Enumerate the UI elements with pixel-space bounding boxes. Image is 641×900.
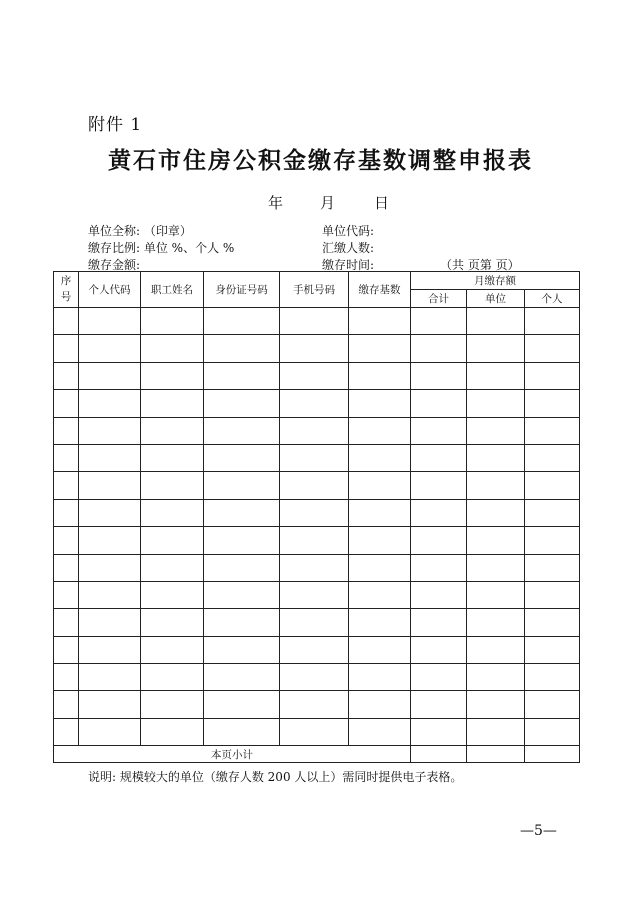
- unit-name-field: 单位全称: （印章）: [88, 224, 192, 238]
- header-id-number: 身份证号码: [204, 272, 280, 308]
- header-personal-code: 个人代码: [79, 272, 141, 308]
- table-cell[interactable]: [141, 718, 204, 745]
- table-cell[interactable]: [467, 390, 525, 417]
- date-year: 年: [268, 194, 284, 212]
- table-cell[interactable]: [280, 335, 349, 362]
- table-cell[interactable]: [411, 390, 467, 417]
- table-cell[interactable]: [525, 444, 580, 471]
- table-cell[interactable]: [54, 335, 79, 362]
- table-cell[interactable]: [411, 362, 467, 389]
- table-cell[interactable]: [349, 609, 411, 636]
- table-cell[interactable]: [54, 417, 79, 444]
- table-cell[interactable]: [204, 554, 280, 581]
- table-row: [54, 390, 580, 417]
- table-cell[interactable]: [349, 444, 411, 471]
- table-cell[interactable]: [280, 308, 349, 335]
- table-cell[interactable]: [525, 527, 580, 554]
- table-cell[interactable]: [411, 636, 467, 663]
- table-cell[interactable]: [54, 527, 79, 554]
- table-cell[interactable]: [204, 527, 280, 554]
- table-cell[interactable]: [204, 472, 280, 499]
- table-cell[interactable]: [79, 664, 141, 691]
- table-cell[interactable]: [467, 499, 525, 526]
- table-cell[interactable]: [79, 362, 141, 389]
- table-cell[interactable]: [141, 417, 204, 444]
- date-day: 日: [374, 194, 390, 212]
- table-cell[interactable]: [525, 335, 580, 362]
- contribution-amount-field: 缴存金额:: [88, 258, 141, 272]
- table-cell[interactable]: [411, 691, 467, 718]
- table-cell[interactable]: [467, 691, 525, 718]
- table-cell[interactable]: [349, 390, 411, 417]
- table-cell[interactable]: [280, 636, 349, 663]
- table-cell[interactable]: [54, 362, 79, 389]
- header-total: 合计: [411, 290, 467, 308]
- table-cell[interactable]: [79, 417, 141, 444]
- table-cell[interactable]: [411, 527, 467, 554]
- table-cell[interactable]: [204, 609, 280, 636]
- table-cell[interactable]: [280, 554, 349, 581]
- table-cell[interactable]: [525, 417, 580, 444]
- table-cell[interactable]: [280, 691, 349, 718]
- table-cell[interactable]: [349, 636, 411, 663]
- table-cell[interactable]: [141, 472, 204, 499]
- table-row: [54, 417, 580, 444]
- table-cell[interactable]: [141, 390, 204, 417]
- table-row: [54, 718, 580, 745]
- page-count-field: （共 页第 页）: [440, 258, 520, 272]
- contribution-ratio-field: 缴存比例: 单位 %、个人 %: [88, 241, 235, 255]
- table-cell[interactable]: [141, 581, 204, 608]
- table-cell[interactable]: [54, 308, 79, 335]
- table-cell[interactable]: [54, 691, 79, 718]
- subtotal-row: [54, 746, 580, 763]
- table-cell[interactable]: [280, 444, 349, 471]
- table-cell[interactable]: [54, 554, 79, 581]
- table-cell[interactable]: [141, 664, 204, 691]
- table-cell[interactable]: [525, 308, 580, 335]
- table-cell[interactable]: [204, 417, 280, 444]
- table-cell[interactable]: [411, 664, 467, 691]
- table-cell[interactable]: [141, 444, 204, 471]
- table-cell[interactable]: [204, 664, 280, 691]
- table-cell[interactable]: [280, 390, 349, 417]
- table-cell[interactable]: [141, 636, 204, 663]
- header-unit: 单位: [467, 290, 525, 308]
- table-cell[interactable]: [525, 664, 580, 691]
- header-seq: 序号: [54, 272, 79, 308]
- table-cell[interactable]: [280, 718, 349, 745]
- table-cell[interactable]: [79, 718, 141, 745]
- table-cell[interactable]: [467, 554, 525, 581]
- table-row: [54, 636, 580, 663]
- table-cell[interactable]: [467, 527, 525, 554]
- table-cell[interactable]: [349, 554, 411, 581]
- subtotal-label: 本页小计: [54, 746, 411, 763]
- subtotal-cell[interactable]: [467, 746, 525, 763]
- table-cell[interactable]: [280, 664, 349, 691]
- total-people-field: 汇缴人数:: [322, 241, 375, 255]
- subtotal-cell[interactable]: [411, 746, 467, 763]
- table-cell[interactable]: [467, 581, 525, 608]
- header-base: 缴存基数: [349, 272, 411, 308]
- header-monthly: 月缴存额: [411, 272, 580, 290]
- declaration-table: [53, 271, 580, 763]
- table-cell[interactable]: [54, 581, 79, 608]
- table-cell[interactable]: [280, 417, 349, 444]
- table-cell[interactable]: [525, 499, 580, 526]
- table-cell[interactable]: [141, 691, 204, 718]
- table-cell[interactable]: [141, 527, 204, 554]
- table-cell[interactable]: [349, 664, 411, 691]
- table-cell[interactable]: [204, 581, 280, 608]
- table-cell[interactable]: [349, 499, 411, 526]
- table-cell[interactable]: [79, 499, 141, 526]
- table-cell[interactable]: [411, 499, 467, 526]
- table-cell[interactable]: [349, 362, 411, 389]
- table-cell[interactable]: [467, 362, 525, 389]
- table-row: [54, 444, 580, 471]
- table-cell[interactable]: [204, 636, 280, 663]
- table-row: [54, 554, 580, 581]
- attachment-label: 附件 1: [88, 115, 143, 135]
- date-month: 月: [320, 194, 336, 212]
- table-row: [54, 691, 580, 718]
- table-cell[interactable]: [411, 417, 467, 444]
- table-cell[interactable]: [54, 444, 79, 471]
- table-cell[interactable]: [280, 609, 349, 636]
- table-cell[interactable]: [411, 718, 467, 745]
- table-cell[interactable]: [525, 362, 580, 389]
- table-cell[interactable]: [467, 335, 525, 362]
- table-cell[interactable]: [525, 581, 580, 608]
- table-cell[interactable]: [349, 417, 411, 444]
- table-row: [54, 581, 580, 608]
- table-cell[interactable]: [79, 390, 141, 417]
- table-cell[interactable]: [467, 718, 525, 745]
- table-cell[interactable]: [349, 527, 411, 554]
- form-title: 黄石市住房公积金缴存基数调整申报表: [108, 147, 533, 174]
- table-row: [54, 335, 580, 362]
- subtotal-cell[interactable]: [525, 746, 580, 763]
- table-cell[interactable]: [141, 335, 204, 362]
- table-cell[interactable]: [79, 636, 141, 663]
- table-cell[interactable]: [204, 444, 280, 471]
- table-cell[interactable]: [141, 554, 204, 581]
- table-cell[interactable]: [349, 335, 411, 362]
- table-cell[interactable]: [204, 362, 280, 389]
- table-cell[interactable]: [141, 362, 204, 389]
- table-cell[interactable]: [54, 499, 79, 526]
- table-cell[interactable]: [54, 636, 79, 663]
- table-cell[interactable]: [525, 472, 580, 499]
- table-cell[interactable]: [411, 335, 467, 362]
- table-cell[interactable]: [349, 472, 411, 499]
- footnote: 说明: 规模较大的单位（缴存人数 200 人以上）需同时提供电子表格。: [88, 770, 463, 784]
- table-cell[interactable]: [79, 527, 141, 554]
- contribution-time-field: 缴存时间:: [322, 258, 375, 272]
- table-cell[interactable]: [467, 444, 525, 471]
- table-cell[interactable]: [467, 472, 525, 499]
- table-cell[interactable]: [79, 444, 141, 471]
- unit-code-field: 单位代码:: [322, 224, 375, 238]
- table-cell[interactable]: [467, 636, 525, 663]
- table-cell[interactable]: [411, 308, 467, 335]
- table-cell[interactable]: [525, 691, 580, 718]
- table-cell[interactable]: [411, 554, 467, 581]
- table-cell[interactable]: [525, 390, 580, 417]
- table-cell[interactable]: [280, 362, 349, 389]
- table-cell[interactable]: [79, 554, 141, 581]
- table-row: [54, 499, 580, 526]
- table-cell[interactable]: [467, 417, 525, 444]
- table-cell[interactable]: [141, 308, 204, 335]
- header-name: 职工姓名: [141, 272, 204, 308]
- table-row: [54, 609, 580, 636]
- table-cell[interactable]: [204, 390, 280, 417]
- table-cell[interactable]: [525, 609, 580, 636]
- table-row: [54, 308, 580, 335]
- table-cell[interactable]: [79, 691, 141, 718]
- table-cell[interactable]: [79, 609, 141, 636]
- table-row: [54, 362, 580, 389]
- table-cell[interactable]: [280, 581, 349, 608]
- table-row: [54, 472, 580, 499]
- table-cell[interactable]: [349, 691, 411, 718]
- table-cell[interactable]: [411, 609, 467, 636]
- table-cell[interactable]: [467, 664, 525, 691]
- table-cell[interactable]: [204, 499, 280, 526]
- table-cell[interactable]: [204, 335, 280, 362]
- table-cell[interactable]: [525, 636, 580, 663]
- table-cell[interactable]: [141, 609, 204, 636]
- table-cell[interactable]: [141, 499, 204, 526]
- table-cell[interactable]: [525, 554, 580, 581]
- table-cell[interactable]: [467, 609, 525, 636]
- table-cell[interactable]: [525, 718, 580, 745]
- table-cell[interactable]: [349, 581, 411, 608]
- table-cell[interactable]: [54, 390, 79, 417]
- table-cell[interactable]: [79, 472, 141, 499]
- table-cell[interactable]: [349, 718, 411, 745]
- table-cell[interactable]: [79, 335, 141, 362]
- table-row: [54, 664, 580, 691]
- table-cell[interactable]: [204, 718, 280, 745]
- table-row: [54, 527, 580, 554]
- header-phone: 手机号码: [280, 272, 349, 308]
- table-cell[interactable]: [467, 308, 525, 335]
- table-cell[interactable]: [411, 581, 467, 608]
- table-cell[interactable]: [280, 499, 349, 526]
- table-cell[interactable]: [349, 308, 411, 335]
- table-cell[interactable]: [54, 664, 79, 691]
- table-cell[interactable]: [204, 308, 280, 335]
- table-cell[interactable]: [54, 609, 79, 636]
- table-cell[interactable]: [280, 472, 349, 499]
- page-number: —5—: [520, 823, 557, 839]
- table-cell[interactable]: [79, 581, 141, 608]
- table-cell[interactable]: [280, 527, 349, 554]
- header-personal: 个人: [525, 290, 580, 308]
- table-cell[interactable]: [411, 472, 467, 499]
- table-cell[interactable]: [79, 308, 141, 335]
- table-cell[interactable]: [411, 444, 467, 471]
- table-cell[interactable]: [54, 718, 79, 745]
- table-cell[interactable]: [54, 472, 79, 499]
- table-cell[interactable]: [204, 691, 280, 718]
